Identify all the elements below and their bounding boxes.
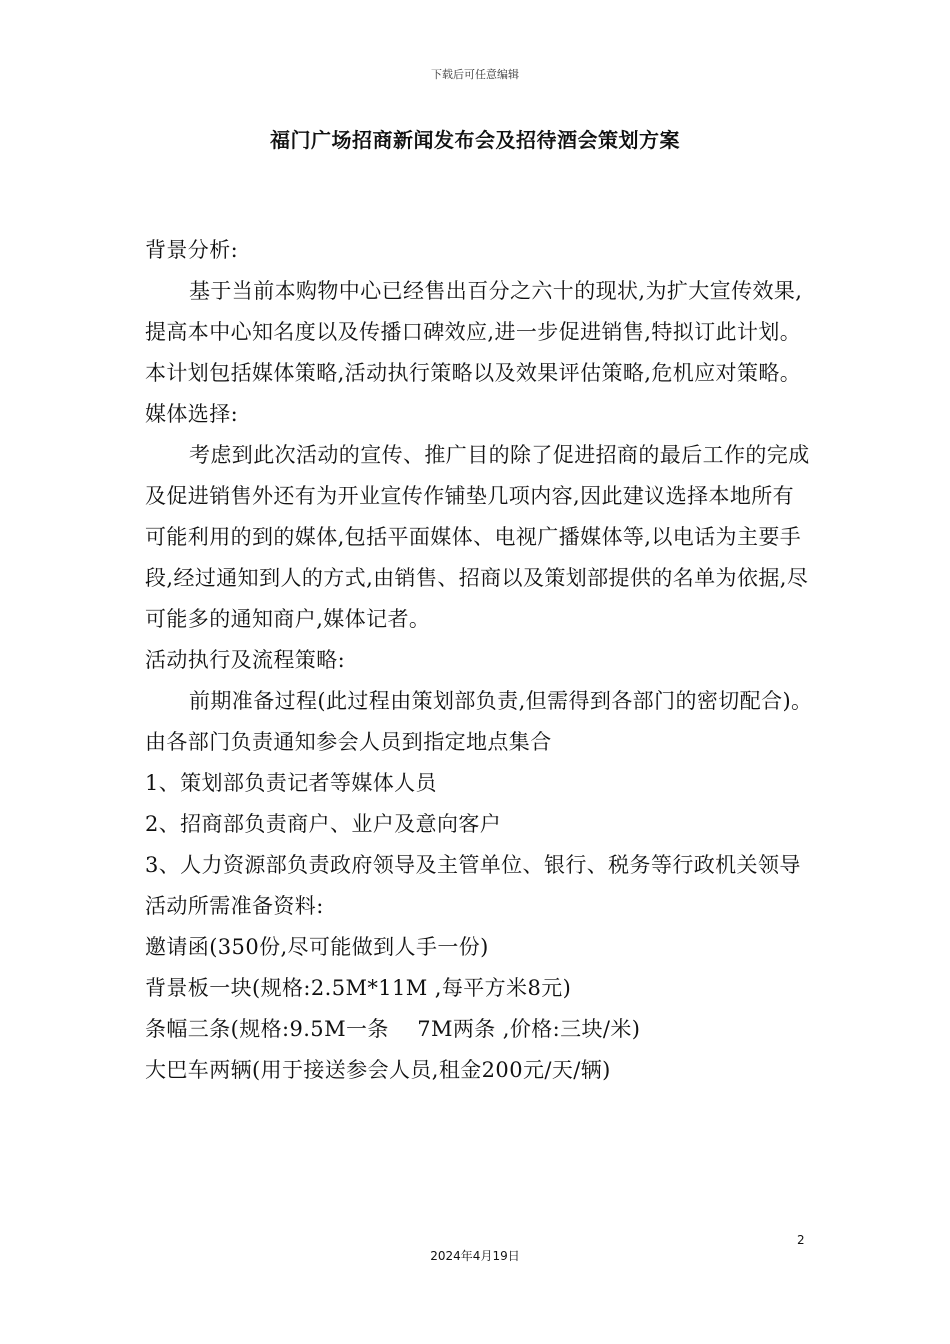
paragraph-notification: 由各部门负责通知参会人员到指定地点集合 xyxy=(145,730,552,754)
document-title: 福门广场招商新闻发布会及招待酒会策划方案 xyxy=(270,128,680,152)
header-note: 下载后可任意编辑 xyxy=(431,68,519,81)
material-bus: 大巴车两辆(用于接送参会人员,租金200元/天/辆) xyxy=(145,1058,611,1082)
paragraph-background: 基于当前本购物中心已经售出百分之六十的现状,为扩大宣传效果,提高本中心知名度以及传播口碑效应,进一步促进销售,特拟订此计划。本计划包括媒体策略,活动执行策略以及效果评估策略,危机应对策略。 xyxy=(145,279,803,385)
list-item-3: 3、人力资源部负责政府领导及主管单位、银行、税务等行政机关领导 xyxy=(145,853,801,877)
footer-date: 2024年4月19日 xyxy=(430,1249,520,1263)
paragraph-preparation: 前期准备过程(此过程由策划部负责,但需得到各部门的密切配合)。 xyxy=(189,689,813,713)
material-banners: 条幅三条(规格:9.5M一条 7M两条 ,价格:三块/米) xyxy=(145,1017,641,1041)
document-body xyxy=(145,230,815,1091)
heading-background-analysis: 背景分析: xyxy=(145,238,239,262)
list-item-1: 1、策划部负责记者等媒体人员 xyxy=(145,771,437,795)
material-backdrop: 背景板一块(规格:2.5M*11M ,每平方米8元) xyxy=(145,976,572,1000)
heading-execution-strategy: 活动执行及流程策略: xyxy=(145,648,346,672)
paragraph-media: 考虑到此次活动的宣传、推广目的除了促进招商的最后工作的完成及促进销售外还有为开业宣传作铺垫几项内容,因此建议选择本地所有可能利用的到的媒体,包括平面媒体、电视广播媒体等,以电话为主要手段,经过通知到人的方式,由销售、招商以及策划部提供的名单为依据,尽可能多的通知商户,媒体记者。 xyxy=(145,443,810,631)
material-invitation: 邀请函(350份,尽可能做到人手一份) xyxy=(145,935,489,959)
heading-materials: 活动所需准备资料: xyxy=(145,894,324,918)
list-item-2: 2、招商部负责商户、业户及意向客户 xyxy=(145,812,502,836)
page-number: 2 xyxy=(797,1233,805,1247)
heading-media-selection: 媒体选择: xyxy=(145,402,239,426)
